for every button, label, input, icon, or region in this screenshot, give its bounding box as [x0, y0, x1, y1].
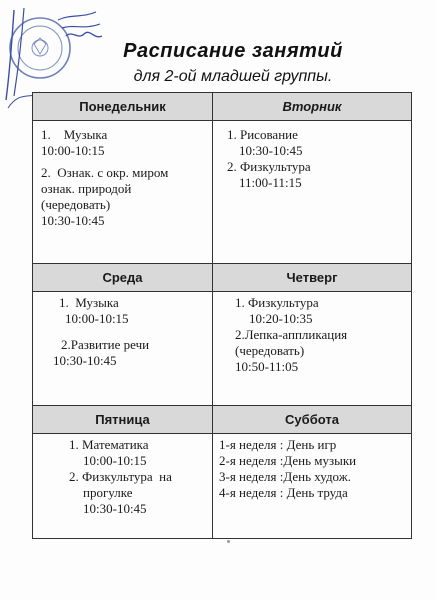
list-item: (чередовать)	[235, 343, 305, 358]
list-item: 1. Математика	[69, 437, 149, 452]
list-item: 2. Физкультура	[227, 159, 311, 174]
list-item: 2.Лепка-аппликация	[235, 327, 348, 342]
header-wednesday: Среда	[33, 264, 212, 292]
list-item: 10:20-10:35	[249, 311, 313, 326]
header-saturday: Суббота	[213, 406, 411, 434]
header-thursday: Четверг	[213, 264, 411, 292]
wednesday-lessons	[53, 295, 209, 369]
friday-lessons	[69, 437, 209, 517]
list-item: 2. Ознак. с окр. миром	[41, 165, 169, 180]
list-item: 10:00-10:15	[65, 311, 129, 326]
list-item: 1. Музыка	[41, 127, 108, 142]
saturday-weeks	[219, 437, 409, 501]
document-subtitle: для 2-ой младшей группы.	[133, 68, 333, 85]
tuesday-lessons	[227, 127, 407, 191]
list-item: 10:30-10:45	[53, 353, 117, 368]
list-item: прогулке	[83, 485, 133, 500]
list-item: 10:30-10:45	[41, 213, 105, 228]
list-item: 1. Музыка	[59, 295, 119, 310]
monday-lessons	[41, 127, 209, 229]
list-item: 1-я неделя : День игр	[219, 437, 337, 452]
header-monday: Понедельник	[33, 93, 212, 121]
list-item: 3-я неделя :День худож.	[219, 469, 351, 484]
list-item: 1. Рисование	[227, 127, 298, 142]
list-item: 10:30-10:45	[239, 143, 303, 158]
list-item: 10:00-10:15	[83, 453, 147, 468]
list-item: 10:30-10:45	[83, 501, 147, 516]
list-item: 10:00-10:15	[41, 143, 105, 158]
list-item: 2-я неделя :День музыки	[219, 453, 357, 468]
thursday-lessons	[235, 295, 409, 375]
schedule-table	[32, 92, 412, 539]
list-item: 4-я неделя : День труда	[219, 485, 348, 500]
column-divider	[212, 93, 213, 538]
list-item: (чередовать)	[41, 197, 111, 212]
header-tuesday: Вторник	[213, 93, 411, 121]
list-item: 2. Физкультура на	[69, 469, 172, 484]
scan-speck	[227, 540, 230, 543]
document-title: Расписание занятий	[123, 40, 343, 62]
list-item: 11:00-11:15	[239, 175, 302, 190]
list-item: 1. Физкультура	[235, 295, 319, 310]
list-item: 10:50-11:05	[235, 359, 299, 374]
list-item: ознак. природой	[41, 181, 132, 196]
header-friday: Пятница	[33, 406, 212, 434]
list-item: 2.Развитие речи	[61, 337, 150, 352]
